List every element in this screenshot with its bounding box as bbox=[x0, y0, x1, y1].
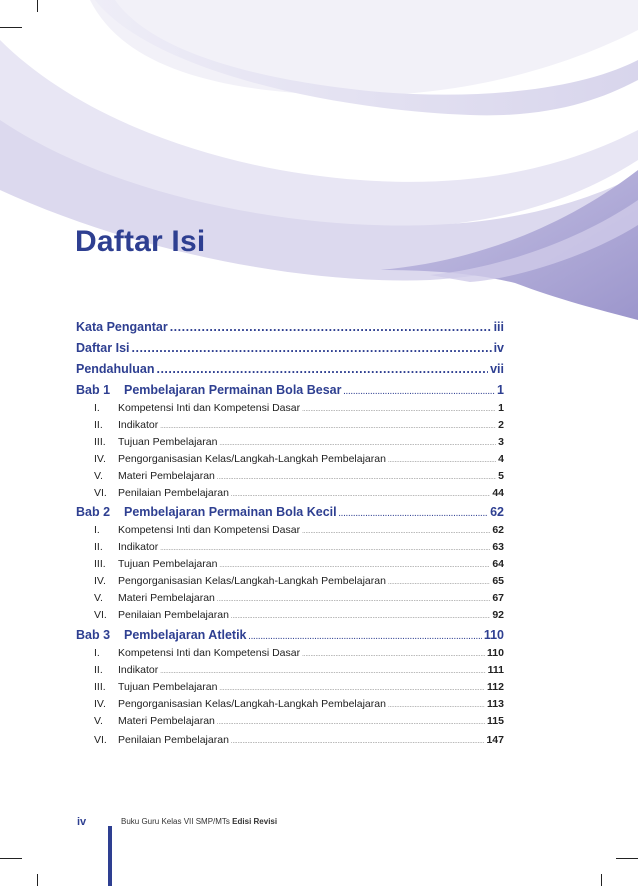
subentry-label: Materi Pembelajaran bbox=[118, 470, 215, 482]
dot-leader bbox=[302, 407, 496, 413]
toc-page-number: 110 bbox=[487, 647, 504, 659]
toc-page-number: 4 bbox=[498, 453, 504, 465]
bab-title: Pembelajaran Atletik bbox=[124, 628, 247, 642]
crop-mark bbox=[601, 874, 602, 886]
dot-leader bbox=[170, 320, 492, 334]
toc-entry-bab-2[interactable] bbox=[76, 505, 504, 519]
toc-page-number: 110 bbox=[483, 628, 504, 642]
dot-leader bbox=[302, 529, 490, 535]
footer-page-number: iv bbox=[77, 816, 87, 828]
toc-page-number: 62 bbox=[490, 505, 504, 519]
dot-leader bbox=[302, 652, 485, 658]
subentry-number: V. bbox=[94, 470, 103, 482]
toc-page-number: 62 bbox=[492, 524, 504, 536]
subentry-number: III. bbox=[94, 436, 106, 448]
toc-subentry[interactable] bbox=[76, 647, 504, 659]
toc-page-number: vii bbox=[490, 362, 504, 376]
toc-page-number: 3 bbox=[498, 436, 504, 448]
bab-number: Bab 3 bbox=[76, 628, 111, 642]
toc-subentry[interactable] bbox=[76, 715, 504, 727]
toc-page-number: 112 bbox=[487, 681, 504, 693]
subentry-label: Pengorganisasian Kelas/Langkah-Langkah Pembelajaran bbox=[118, 453, 386, 465]
dot-leader bbox=[231, 739, 485, 745]
subentry-label: Penilaian Pembelajaran bbox=[118, 609, 229, 621]
subentry-number: II. bbox=[94, 419, 103, 431]
toc-subentry[interactable] bbox=[76, 664, 504, 676]
subentry-number: IV. bbox=[94, 575, 106, 587]
subentry-number: VI. bbox=[94, 734, 107, 746]
toc-subentry[interactable] bbox=[76, 470, 504, 482]
subentry-number: VI. bbox=[94, 609, 107, 621]
subentry-number: VI. bbox=[94, 487, 107, 499]
toc-subentry[interactable] bbox=[76, 402, 504, 414]
dot-leader bbox=[339, 511, 489, 518]
dot-leader bbox=[219, 686, 485, 692]
toc-page-number: 44 bbox=[492, 487, 504, 499]
dot-leader bbox=[231, 492, 490, 498]
toc-page-number: 1 bbox=[498, 402, 504, 414]
subentry-number: IV. bbox=[94, 698, 106, 710]
subentry-label: Materi Pembelajaran bbox=[118, 715, 215, 727]
footer-book-name: Buku Guru Kelas VII SMP/MTs bbox=[121, 817, 230, 826]
toc-page-number: iii bbox=[493, 320, 504, 334]
toc-page-number: 64 bbox=[492, 558, 504, 570]
subentry-label: Penilaian Pembelajaran bbox=[118, 487, 229, 499]
subentry-label: Pengorganisasian Kelas/Langkah-Langkah Pembelajaran bbox=[118, 698, 386, 710]
subentry-number: IV. bbox=[94, 453, 106, 465]
toc-subentry[interactable] bbox=[76, 541, 504, 553]
bab-title: Pembelajaran Permainan Bola Kecil bbox=[124, 505, 337, 519]
subentry-label: Indikator bbox=[118, 541, 159, 553]
toc-subentry[interactable] bbox=[76, 419, 504, 431]
toc-entry-bab-1[interactable] bbox=[76, 383, 504, 397]
subentry-label: Tujuan Pembelajaran bbox=[118, 681, 218, 693]
dot-leader bbox=[217, 597, 490, 603]
toc-entry-label: Pendahuluan bbox=[76, 362, 155, 376]
footer-accent-bar bbox=[108, 826, 112, 886]
subentry-number: III. bbox=[94, 558, 106, 570]
subentry-label: Tujuan Pembelajaran bbox=[118, 436, 218, 448]
crop-mark bbox=[37, 874, 38, 886]
toc-subentry[interactable] bbox=[76, 698, 504, 710]
subentry-number: II. bbox=[94, 664, 103, 676]
bab-number: Bab 1 bbox=[76, 383, 111, 397]
toc-entry-daftar-isi[interactable] bbox=[76, 341, 504, 355]
bab-number: Bab 2 bbox=[76, 505, 111, 519]
toc-page-number: 1 bbox=[497, 383, 504, 397]
subentry-label: Tujuan Pembelajaran bbox=[118, 558, 218, 570]
toc-page-number: 113 bbox=[487, 698, 504, 710]
subentry-number: III. bbox=[94, 681, 106, 693]
subentry-label: Indikator bbox=[118, 419, 159, 431]
toc-subentry[interactable] bbox=[76, 592, 504, 604]
dot-leader bbox=[160, 669, 485, 675]
crop-mark bbox=[616, 858, 638, 859]
toc-page-number: 5 bbox=[498, 470, 504, 482]
toc-entry-bab-3[interactable] bbox=[76, 628, 504, 642]
subentry-number: I. bbox=[94, 402, 100, 414]
toc-page-number: 63 bbox=[492, 541, 504, 553]
toc-subentry[interactable] bbox=[76, 681, 504, 693]
subentry-number: V. bbox=[94, 592, 103, 604]
bab-title: Pembelajaran Permainan Bola Besar bbox=[124, 383, 342, 397]
toc-page-number: 147 bbox=[486, 734, 504, 746]
toc-subentry[interactable] bbox=[76, 734, 504, 746]
footer-edition: Edisi Revisi bbox=[232, 817, 278, 826]
toc-page-number: 65 bbox=[492, 575, 504, 587]
dot-leader bbox=[343, 389, 495, 396]
toc-subentry[interactable] bbox=[76, 575, 504, 587]
toc-subentry[interactable] bbox=[76, 487, 504, 499]
toc-subentry[interactable] bbox=[76, 524, 504, 536]
subentry-label: Pengorganisasian Kelas/Langkah-Langkah Pembelajaran bbox=[118, 575, 386, 587]
subentry-label: Indikator bbox=[118, 664, 159, 676]
toc-page-number: 67 bbox=[492, 592, 504, 604]
dot-leader bbox=[217, 720, 485, 726]
footer-book-title bbox=[121, 817, 277, 826]
dot-leader bbox=[231, 614, 490, 620]
subentry-number: I. bbox=[94, 524, 100, 536]
toc-page-number: 115 bbox=[487, 715, 504, 727]
toc-page-number: 92 bbox=[492, 609, 504, 621]
toc-subentry[interactable] bbox=[76, 453, 504, 465]
subentry-label: Penilaian Pembelajaran bbox=[118, 734, 229, 746]
dot-leader bbox=[219, 563, 490, 569]
toc-entry-label: Kata Pengantar bbox=[76, 320, 168, 334]
dot-leader bbox=[388, 458, 496, 464]
toc-page-number: iv bbox=[493, 341, 504, 355]
toc-subentry[interactable] bbox=[76, 436, 504, 448]
toc-entry-pendahuluan[interactable] bbox=[76, 362, 504, 376]
dot-leader bbox=[388, 580, 490, 586]
subentry-number: II. bbox=[94, 541, 103, 553]
dot-leader bbox=[388, 703, 485, 709]
toc-subentry[interactable] bbox=[76, 609, 504, 621]
subentry-label: Kompetensi Inti dan Kompetensi Dasar bbox=[118, 524, 301, 536]
toc-subentry[interactable] bbox=[76, 558, 504, 570]
subentry-number: V. bbox=[94, 715, 103, 727]
subentry-number: I. bbox=[94, 647, 100, 659]
dot-leader bbox=[132, 341, 492, 355]
crop-mark bbox=[0, 858, 22, 859]
toc-page-number: 111 bbox=[487, 664, 504, 676]
dot-leader bbox=[160, 546, 490, 552]
header-swoosh-decoration bbox=[0, 0, 638, 330]
dot-leader bbox=[160, 424, 496, 430]
toc-page-number: 2 bbox=[498, 419, 504, 431]
toc-entry-kata-pengantar[interactable] bbox=[76, 320, 504, 334]
subentry-label: Materi Pembelajaran bbox=[118, 592, 215, 604]
dot-leader bbox=[249, 634, 482, 641]
dot-leader bbox=[156, 362, 488, 376]
subentry-label: Kompetensi Inti dan Kompetensi Dasar bbox=[118, 402, 301, 414]
subentry-label: Kompetensi Inti dan Kompetensi Dasar bbox=[118, 647, 301, 659]
toc-entry-label: Daftar Isi bbox=[76, 341, 130, 355]
dot-leader bbox=[219, 441, 496, 447]
dot-leader bbox=[217, 475, 496, 481]
page-title: Daftar Isi bbox=[75, 225, 206, 258]
